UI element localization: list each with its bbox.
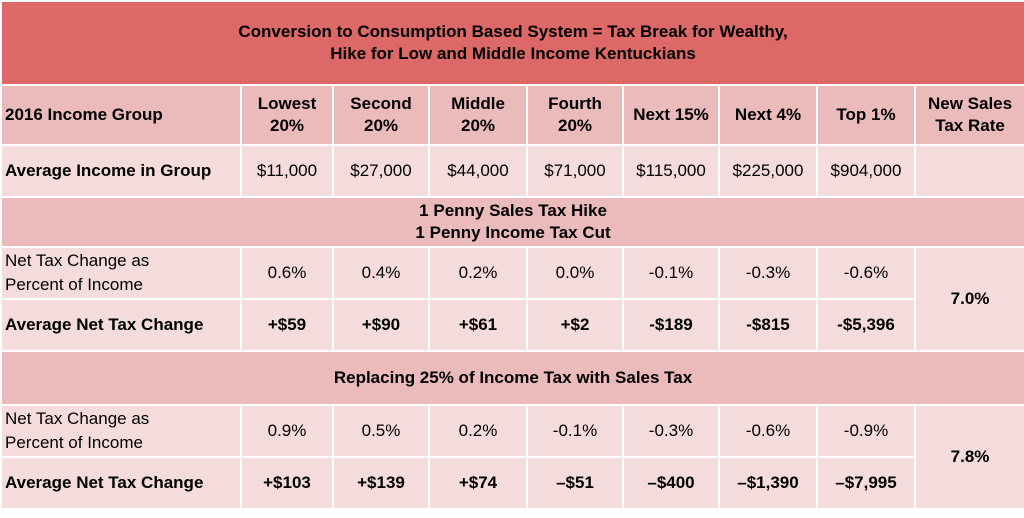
net-change-row bbox=[1, 457, 1024, 509]
section-header-row bbox=[1, 351, 1024, 405]
table-cell: –$51 bbox=[527, 457, 623, 509]
table-title-line1: Conversion to Consumption Based System = Tax Break for Wealthy, bbox=[238, 21, 788, 41]
table-cell: –$1,390 bbox=[719, 457, 817, 509]
table-cell: $115,000 bbox=[623, 145, 719, 197]
net-change-row bbox=[1, 299, 1024, 351]
table-cell: -0.6% bbox=[817, 247, 915, 299]
group-header-next15: Next 15% bbox=[623, 85, 719, 145]
table-cell: +$2 bbox=[527, 299, 623, 351]
table-cell: 0.9% bbox=[241, 405, 333, 457]
table-cell: –$7,995 bbox=[817, 457, 915, 509]
group-header-fourth: Fourth 20% bbox=[527, 85, 623, 145]
group-header-next4: Next 4% bbox=[719, 85, 817, 145]
section-title: 1 Penny Sales Tax Hike 1 Penny Income Tax Cut bbox=[1, 197, 1024, 247]
table-cell: 0.2% bbox=[429, 405, 527, 457]
group-header-second: Second 20% bbox=[333, 85, 429, 145]
table-cell: -0.9% bbox=[817, 405, 915, 457]
section-header-row bbox=[1, 197, 1024, 247]
empty-cell bbox=[915, 145, 1024, 197]
table-cell: -0.3% bbox=[623, 405, 719, 457]
table-cell: -0.1% bbox=[623, 247, 719, 299]
net-change-label: Average Net Tax Change bbox=[1, 299, 241, 351]
table-cell: -0.3% bbox=[719, 247, 817, 299]
sales-tax-rate-header: New Sales Tax Rate bbox=[915, 85, 1024, 145]
table-cell: $904,000 bbox=[817, 145, 915, 197]
group-header-top1: Top 1% bbox=[817, 85, 915, 145]
table-cell: +$90 bbox=[333, 299, 429, 351]
table-cell: +$139 bbox=[333, 457, 429, 509]
table-cell: $44,000 bbox=[429, 145, 527, 197]
pct-change-row bbox=[1, 405, 1024, 457]
table-cell: $71,000 bbox=[527, 145, 623, 197]
pct-change-label: Net Tax Change as Percent of Income bbox=[1, 405, 241, 457]
income-group-header: 2016 Income Group bbox=[1, 85, 241, 145]
group-header-lowest: Lowest 20% bbox=[241, 85, 333, 145]
section-title: Replacing 25% of Income Tax with Sales Tax bbox=[1, 351, 1024, 405]
sales-tax-rate-value: 7.8% bbox=[915, 405, 1024, 509]
table-cell: $11,000 bbox=[241, 145, 333, 197]
average-income-row bbox=[1, 145, 1024, 197]
table-cell: +$59 bbox=[241, 299, 333, 351]
table-cell: 0.6% bbox=[241, 247, 333, 299]
table-cell: 0.4% bbox=[333, 247, 429, 299]
table-cell: +$103 bbox=[241, 457, 333, 509]
pct-change-row bbox=[1, 247, 1024, 299]
title-row bbox=[1, 1, 1024, 85]
table-cell: -$5,396 bbox=[817, 299, 915, 351]
table-cell: +$74 bbox=[429, 457, 527, 509]
table-cell: -0.1% bbox=[527, 405, 623, 457]
table-cell: -0.6% bbox=[719, 405, 817, 457]
table-cell: 0.2% bbox=[429, 247, 527, 299]
net-change-label: Average Net Tax Change bbox=[1, 457, 241, 509]
average-income-label: Average Income in Group bbox=[1, 145, 241, 197]
table-cell: 0.0% bbox=[527, 247, 623, 299]
table-title bbox=[1, 1, 1024, 85]
pct-change-label: Net Tax Change as Percent of Income bbox=[1, 247, 241, 299]
table-cell: $225,000 bbox=[719, 145, 817, 197]
table-cell: –$400 bbox=[623, 457, 719, 509]
table-cell: -$189 bbox=[623, 299, 719, 351]
table-cell: +$61 bbox=[429, 299, 527, 351]
table-cell: $27,000 bbox=[333, 145, 429, 197]
sales-tax-rate-value: 7.0% bbox=[915, 247, 1024, 351]
table-title-line2: Hike for Low and Middle Income Kentuckians bbox=[330, 44, 696, 63]
table-cell: -$815 bbox=[719, 299, 817, 351]
table-cell: 0.5% bbox=[333, 405, 429, 457]
group-header-middle: Middle 20% bbox=[429, 85, 527, 145]
header-row bbox=[1, 85, 1024, 145]
